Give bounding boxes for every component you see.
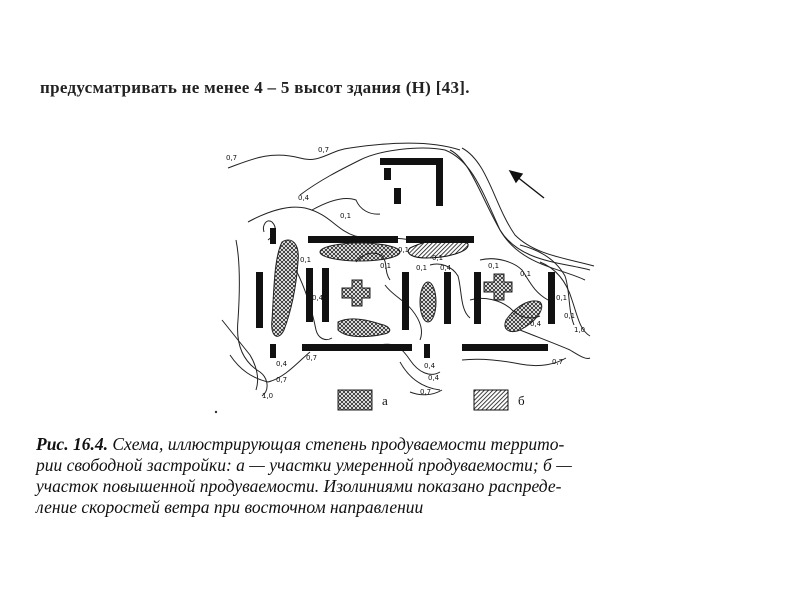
iso-label: 0,4 xyxy=(428,374,440,382)
caption-label: Рис. 16.4. xyxy=(36,434,108,454)
iso-label: 0,7 xyxy=(306,354,318,362)
speck xyxy=(215,411,217,413)
iso-label: 0,7 xyxy=(420,388,432,396)
legend-label-a: а xyxy=(382,393,388,408)
iso-label: 0,1 xyxy=(380,236,392,244)
iso-label: 0,7 xyxy=(226,154,238,162)
caption-line-3: участок повышенной продуваемости. Изолиниями показано распреде- xyxy=(36,476,562,496)
iso-label: 0,1 xyxy=(300,256,312,264)
iso-label: 0,7 xyxy=(552,358,564,366)
iso-label: 1,0 xyxy=(262,392,274,400)
iso-label: 0,4 xyxy=(424,362,436,370)
iso-label: 1,0 xyxy=(574,326,586,334)
iso-label: 0,1 xyxy=(398,246,410,254)
iso-label: 0,7 xyxy=(318,146,330,154)
iso-label: 0,1 xyxy=(432,254,444,262)
iso-label: 0,7 xyxy=(276,376,288,384)
iso-label: 0,4 xyxy=(298,194,310,202)
caption-text: Схема, иллюстрирующая степень продуваемости террито- xyxy=(112,434,565,454)
wind-direction-arrow xyxy=(510,171,544,198)
caption-line-4: ление скоростей ветра при восточном направлении xyxy=(36,497,424,517)
iso-label: 0,4 xyxy=(312,294,324,302)
caption-line-1 xyxy=(36,434,756,455)
iso-label: 0,1 xyxy=(380,262,392,270)
legend-label-b: б xyxy=(518,393,525,408)
iso-label: 0,1 xyxy=(416,264,428,272)
iso-label: 0,1 xyxy=(488,262,500,270)
iso-label: 0,1 xyxy=(340,212,352,220)
iso-label: 0,4 xyxy=(530,320,542,328)
figure-caption xyxy=(36,434,756,518)
iso-label: 0,1 xyxy=(564,312,576,320)
iso-label: 0,1 xyxy=(520,270,532,278)
caption-line-2: рии свободной застройки: а — участки умеренной продуваемости; б — xyxy=(36,455,572,475)
iso-label: 0,1 xyxy=(556,294,568,302)
iso-label: 0,4 xyxy=(276,360,288,368)
top-text-line: предусматривать не менее 4 – 5 высот здания (H) [43]. xyxy=(40,78,470,97)
iso-label: 0,4 xyxy=(440,264,452,272)
